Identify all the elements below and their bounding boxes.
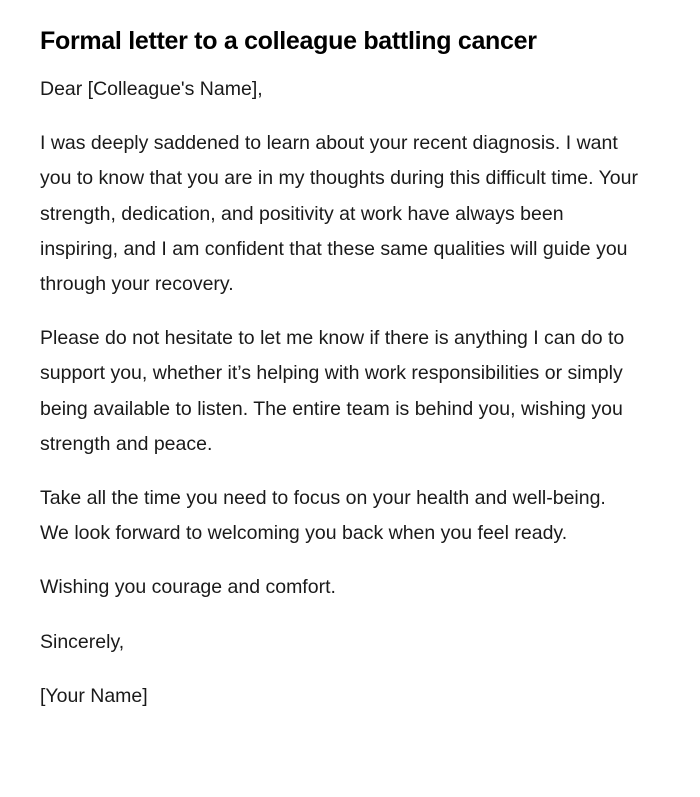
letter-closing-wish: Wishing you courage and comfort. [40, 576, 336, 599]
letter-paragraph-3: Take all the time you need to focus on your health and well-being. We look forward to welcoming you back when you feel ready. [40, 487, 606, 545]
letter-salutation: Dear [Colleague's Name], [40, 78, 263, 100]
letter-paragraph-2: Please do not hesitate to let me know if there is anything I can do to support you, whether it’s helping with work responsibilities or simply being available to listen. The entire team is behind you, wishing you strength and peace. [40, 327, 625, 455]
letter-sign-off: Sincerely, [40, 630, 125, 653]
letter-title: Formal letter to a colleague battling cancer [40, 27, 537, 55]
letter-signature: [Your Name] [40, 684, 148, 707]
letter-document [40, 24, 640, 733]
letter-paragraph-1: I was deeply saddened to learn about your recent diagnosis. I want you to know that you are in my thoughts during this difficult time. Your strength, dedication, and positivity at work have always been inspiring, and I am confident that these same qualities will guide you through your recovery. [40, 132, 638, 296]
